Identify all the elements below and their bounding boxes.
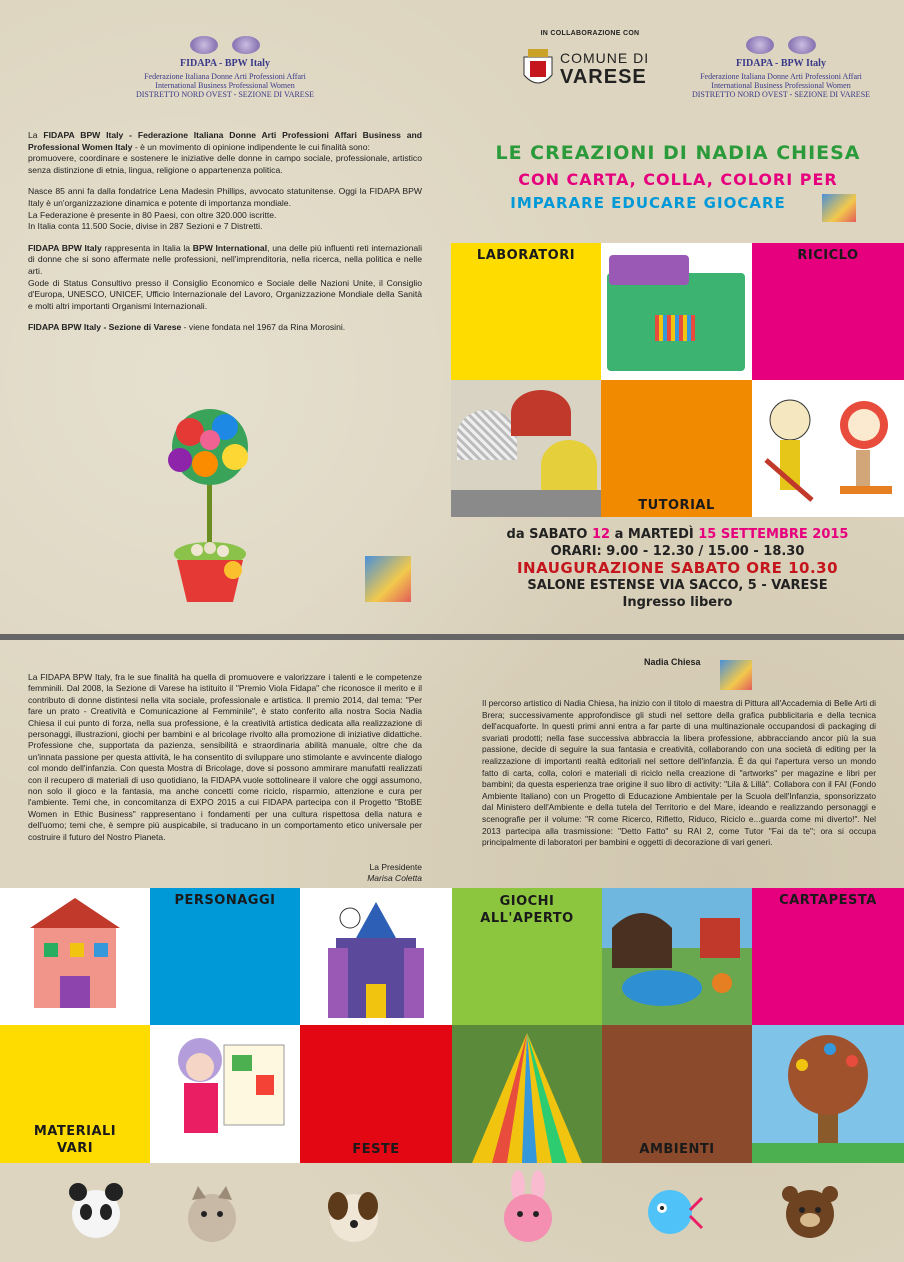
photo-recycled-puppets — [752, 380, 904, 517]
intro-text — [28, 130, 422, 344]
cell-riciclo — [752, 243, 904, 380]
fold-divider — [0, 634, 904, 640]
logo-line-2: International Business Professional Women — [711, 81, 851, 90]
cell-label: MATERIALI VARI — [33, 1124, 117, 1156]
logo-line-3: DISTRETTO NORD OVEST - SEZIONE DI VARESE — [691, 90, 871, 99]
intro-paragraph-1: La FIDAPA BPW Italy - Federazione Italiana Donne Arti Professioni Affari Business and Professional Women Italy - è un movimento di opinione indipendente le cui finalità sono: promuovere, coordinare e sostenere le iniziative delle donne in campo sociale, professionale, artistico senza distinzione di etnia, lingua, religione o appartenenza politica. — [28, 130, 422, 175]
collab-block — [520, 30, 660, 91]
panda-pompom-image — [64, 1180, 128, 1242]
photo-teepee — [452, 1025, 602, 1163]
photo-castle — [300, 888, 452, 1025]
cell-laboratori — [451, 243, 601, 380]
nadia-bio-text: Il percorso artistico di Nadia Chiesa, ha inizio con il titolo di maestra di Pittura all'Accademia di Belle Arti di Brera; successivamente approfondisce gli studi nel settore della grafica pubblicitaria e della tecnica dell'acquaforte. In questi primi anni entra a far parte di una multinazionale occupandosi di packaging di svariati prodotti; nella fase successiva abbraccia la libera professione, abbracciando ancor più la sua passione, decide di seguire la sua fantasia e creatività, collaborando con una società di editing per la realizzazione di importanti realtà editoriali nel settore dell'infanzia. È da qui l'apertura verso un mondo fatto di carta, colla, colori e materiali di riciclo nella creazione di "artworks" per magazine e libri per bambini; da questa esperienza trae origine il suo libro di activity: "Lila & Lillà". Collabora con il FAI (Fondo Ambiente Italiano) con un Progetto di Educazione Ambientale per la Scuola dell'Infanzia, sponsorizzato dal Ministero dell'Ambiente e della tutela del Territorio e del Mare, ideando e realizzando personaggi e scenografie per il volume: "R come Ricerco, Rifletto, Riduco, Riciclo e...guarda come mi diverto!". Nel 2013 partecipa alla trasmissione: "Detto Fatto" su RAI 2, come Tutor "Fai da te"; ora si occupa principalmente di laboratori per bambini e oggetti di decorazione di vari generi. — [482, 698, 876, 848]
city-label: VARESE — [560, 65, 647, 88]
cell-ambienti — [602, 1025, 752, 1163]
cell-label: FESTE — [352, 1142, 400, 1157]
cat-pompom-image — [180, 1184, 244, 1246]
cell-materiali — [0, 1025, 150, 1163]
fidapa-emblem-icon — [676, 36, 886, 54]
logo-line-3: DISTRETTO NORD OVEST - SEZIONE DI VARESE — [135, 90, 315, 99]
cell-feste — [300, 1025, 452, 1163]
fidapa-emblem-icon — [120, 36, 330, 54]
intro-paragraph-3: FIDAPA BPW Italy rappresenta in Italia la BPW International, una delle più influenti reti internazionali di donne che si sono affermate nelle professioni, nell'imprenditoria, nella ricerca, nella politica e nelle arti. Gode di Status Consultivo presso il Consiglio Economico e Sociale delle Nazioni Unite, il Consiglio d'Europa, UNESCO, UNICEF, Ufficio Internazionale del Lavoro, Organizzazione Mondiale della Sanità e molti altri importanti Organismi Internazionali. — [28, 242, 422, 311]
event-venue: SALONE ESTENSE VIA SACCO, 5 - VARESE — [527, 578, 828, 593]
nadia-heading: Nadia Chiesa — [644, 657, 701, 667]
title-line-1: LE CREAZIONI DI NADIA CHIESA — [495, 142, 861, 164]
photo-painter-doll — [150, 1025, 300, 1163]
cell-label: GIOCHI ALL'APERTO — [480, 894, 574, 926]
varese-coat-of-arms-icon — [520, 47, 556, 91]
cell-giochi — [452, 888, 602, 1025]
logo-title: FIDAPA - BPW Italy — [736, 58, 826, 69]
photo-craft-mat — [601, 243, 752, 380]
logo-line-1: Federazione Italiana Donne Arti Professioni Affari — [144, 72, 306, 81]
cell-label: AMBIENTI — [639, 1142, 715, 1157]
photo-paper-house — [0, 888, 150, 1025]
nadia-badge-icon — [720, 660, 752, 690]
bear-pompom-image — [778, 1180, 842, 1242]
cell-label: LABORATORI — [476, 248, 576, 263]
bunny-pompom-image — [496, 1170, 560, 1246]
cell-personaggi — [150, 888, 300, 1025]
photo-baskets — [451, 380, 601, 517]
nadia-badge-icon — [365, 556, 411, 602]
comune-label: COMUNE DI — [560, 49, 650, 66]
cell-label: TUTORIAL — [638, 498, 715, 513]
cell-label: CARTAPESTA — [779, 893, 877, 908]
photo-diorama — [602, 888, 752, 1025]
dog-pompom-image — [322, 1184, 386, 1246]
fidapa-logo-left — [120, 36, 330, 99]
event-dates: da SABATO 12 a MARTEDÌ 15 SETTEMBRE 2015 — [506, 527, 849, 542]
collab-label: IN COLLABORAZIONE CON — [540, 30, 640, 37]
cell-tutorial — [601, 380, 752, 517]
signature: La Presidente Marisa Coletta — [367, 862, 422, 883]
photo-paper-tree — [752, 1025, 904, 1163]
intro-paragraph-4: FIDAPA BPW Italy - Sezione di Varese - viene fondata nel 1967 da Rina Morosini. — [28, 322, 346, 333]
cell-label: RICICLO — [797, 248, 859, 263]
event-inauguration: INAUGURAZIONE SABATO ORE 10.30 — [516, 559, 839, 577]
cell-cartapesta — [752, 888, 904, 1025]
event-entry: Ingresso libero — [622, 595, 733, 610]
title-line-3: IMPARARE EDUCARE GIOCARE — [510, 194, 786, 212]
premio-text: La FIDAPA BPW Italy, fra le sue finalità ha quella di promuovere e valorizzare i talenti e le competenze femminili. Dal 2008, la Sezione di Varese ha istituito il "Premio Viola Fidapa" che riconosce il merito e il contributo di donne distintesi nella vita sociale, professionale e artistica. Il premio 2014, dal tema: "Per fare un prato - Creatività e Comunicazione al Femminile", è stato conferito alla nostra Socia Nadia Chiesa il cui punto di forza, nella sua professione, è la creatività artistica dedicata alla realizzazione di personaggi, illustrazioni, giochi per bambini e al bricolage rivolto alla promozione di iniziative didattiche. Professione che, supportata da pazienza, sensibilità e straordinaria abilità manuale, oltre che da un'innata passione per questa attività, le ha consentito di sviluppare uno stimolante e avvincente dialogo col mondo dell'infanzia. Con questa Mostra di Bricolage, dove si possono ammirare manufatti realizzati con il recupero di materiali di uso quotidiano, la FIDAPA vuole sottolineare il valore che oggi assumono, non solo il gioco e la fantasia, ma anche concetti come riciclo, risparmio, attenzione e cura per l'ambiente. Temi che, in concomitanza di EXPO 2015 a cui FIDAPA partecipa con il Progetto "BtoBE Women in Ethic Business" rappresentano i fondamenti per una cultura rispettosa della natura e dell'uomo; temi che, è sempre più auspicabile, si traducano in un comportamento etico universale per costruire il futuro del Nostro Pianeta. — [28, 672, 422, 842]
bird-pompom-image — [640, 1180, 704, 1242]
intro-paragraph-2: Nasce 85 anni fa dalla fondatrice Lena Madesin Phillips, avvocato statunitense. Oggi la FIDAPA BPW Italy è un'organizzazione dinamica e potente di importanza mondiale. La Federazione è presente in 80 Paesi, con oltre 320.000 iscritte. In Italia conta 11.500 Socie, divise in 287 Sezioni e 7 Distretti. — [28, 186, 422, 232]
fidapa-logo-right — [676, 36, 886, 99]
cell-label: PERSONAGGI — [174, 893, 276, 908]
event-hours: ORARI: 9.00 - 12.30 / 15.00 - 18.30 — [550, 544, 805, 559]
flower-topiary-image — [155, 402, 265, 612]
title-line-2: CON CARTA, COLLA, COLORI PER — [518, 170, 838, 189]
logo-line-1: Federazione Italiana Donne Arti Professioni Affari — [700, 72, 862, 81]
nadia-badge-icon — [822, 194, 856, 222]
logo-line-2: International Business Professional Women — [155, 81, 295, 90]
logo-title: FIDAPA - BPW Italy — [180, 58, 270, 69]
